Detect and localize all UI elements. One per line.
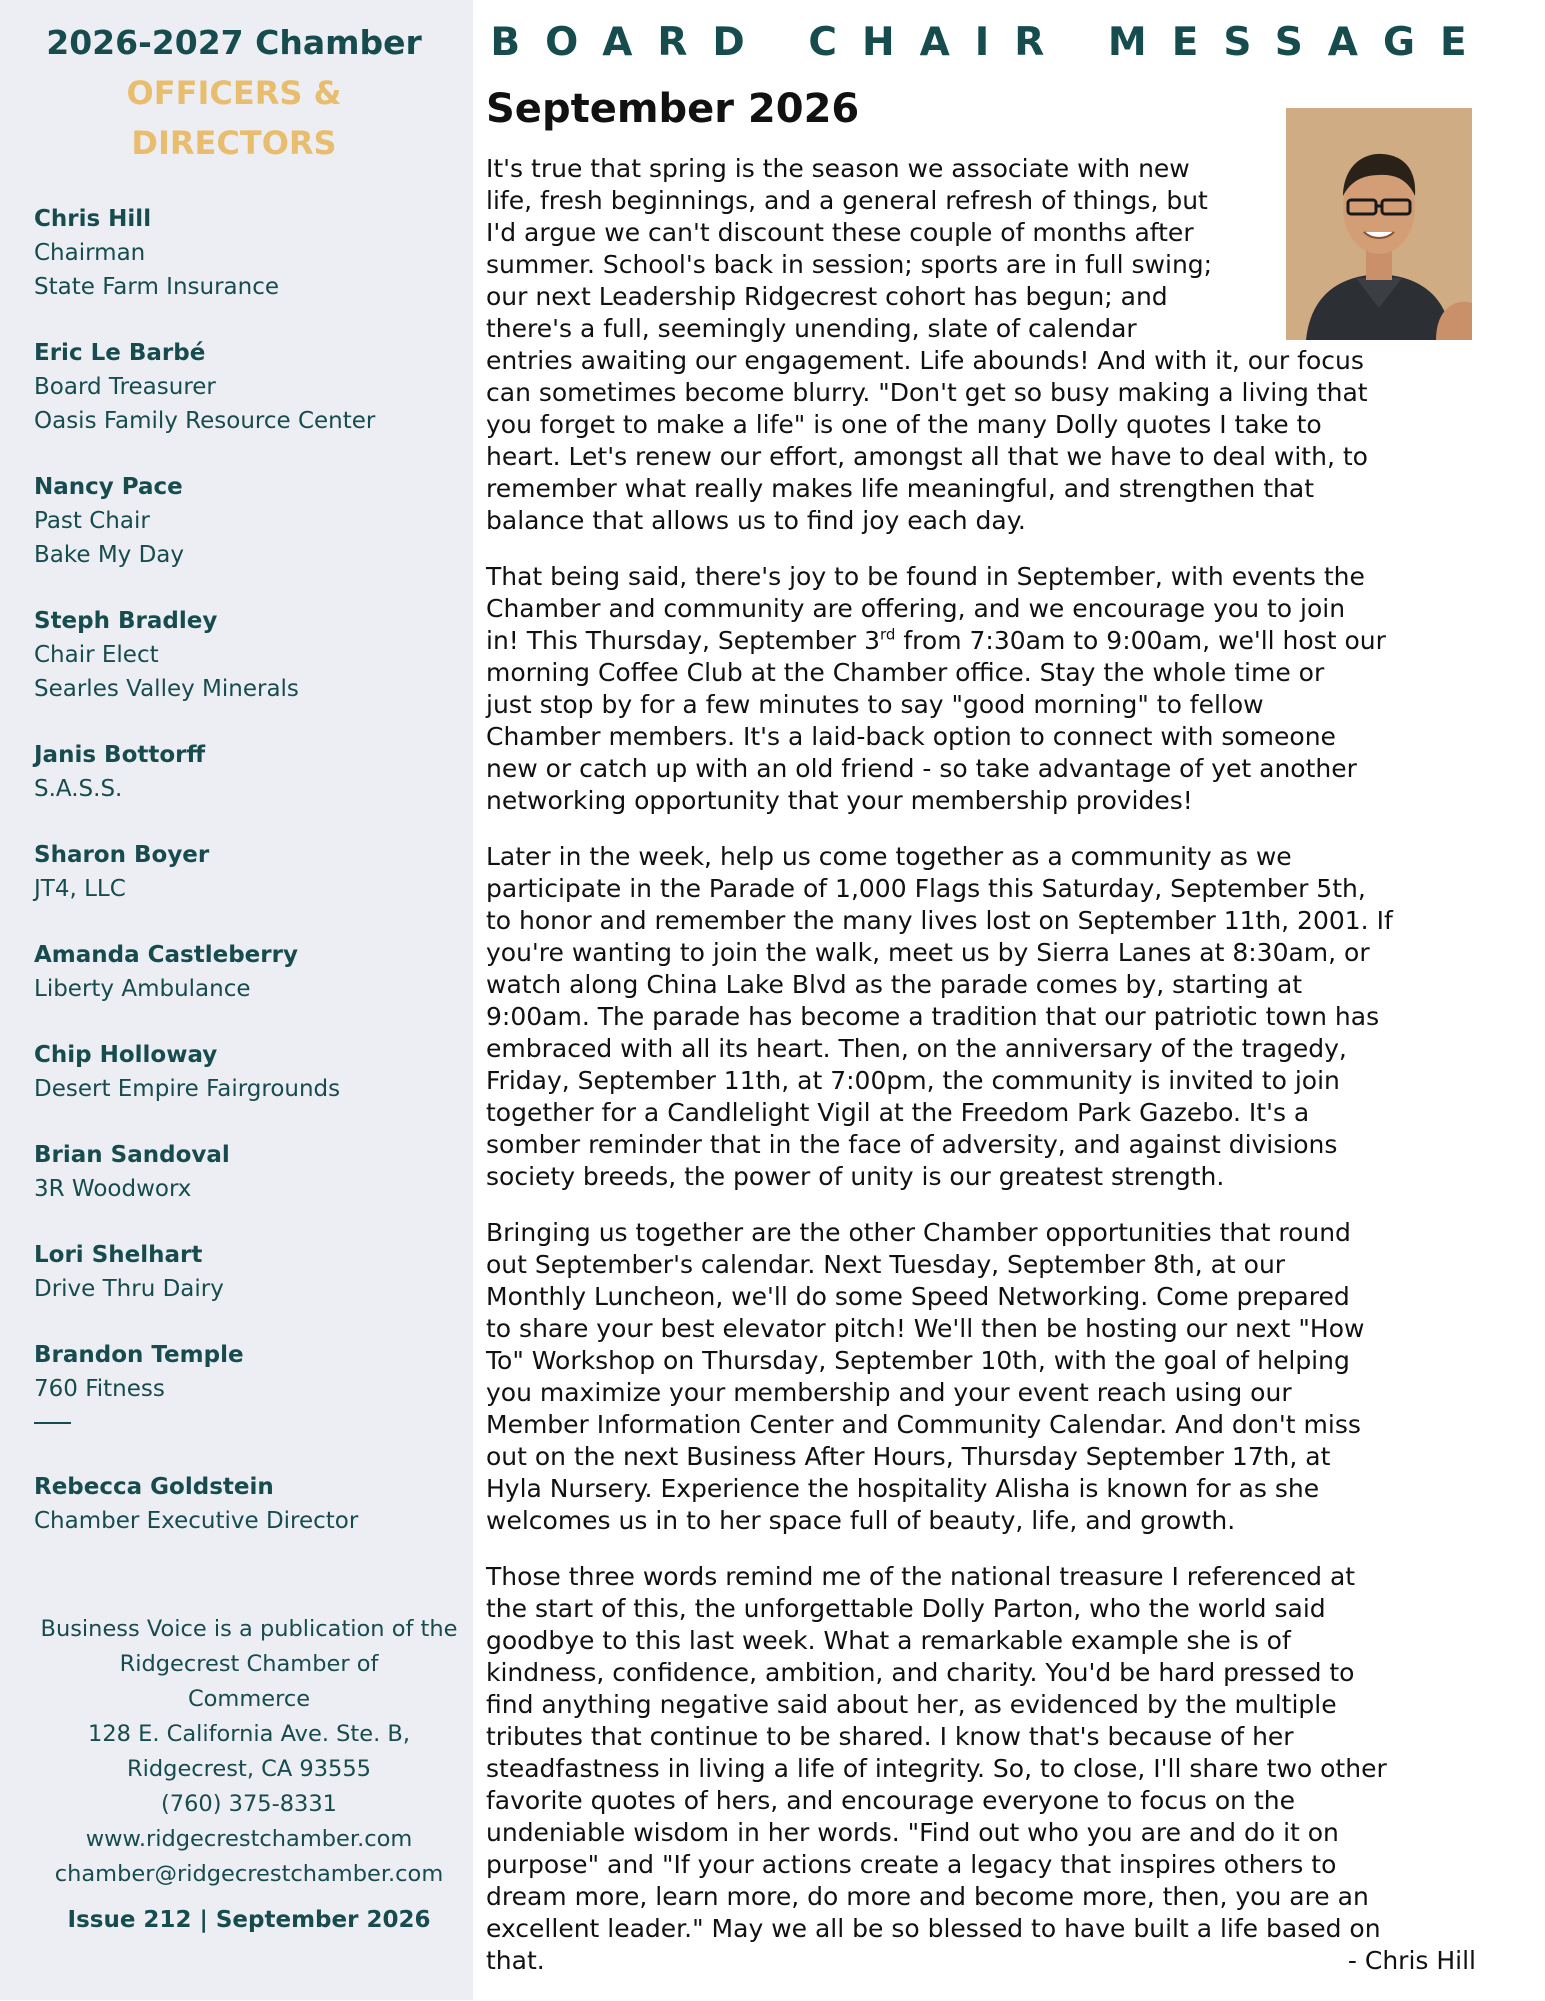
message-date: September 2026 [486, 86, 860, 132]
text-line: purpose" and "If your actions create a legacy that inspires others to [486, 1850, 1337, 1879]
publication-line: Business Voice is a publication of the [40, 1616, 458, 1642]
officer-org: Searles Valley Minerals [34, 676, 299, 702]
officer-name: Nancy Pace [34, 474, 183, 500]
text-line: Chamber members. It's a laid-back option to connect with someone [486, 722, 1336, 751]
officer-list [34, 202, 473, 1538]
text-line: there's a full, seemingly unending, slate of calendar [486, 314, 1137, 343]
text-line: Monthly Luncheon, we'll do some Speed Networking. Come prepared [486, 1282, 1350, 1311]
director-name: Brian Sandoval [34, 1142, 230, 1168]
paragraph [486, 841, 1476, 1193]
email-link[interactable]: chamber@ridgecrestchamber.com [54, 1861, 444, 1887]
publication-line: Commerce [187, 1686, 311, 1712]
sidebar-title [14, 18, 454, 168]
text-line: welcomes us in to her space full of beauty, life, and growth. [486, 1506, 1236, 1535]
address-city: Ridgecrest, CA 93555 [127, 1756, 371, 1782]
text-line: somber reminder that in the face of adversity, and against divisions [486, 1130, 1338, 1159]
text-line: remember what really makes life meaningful, and strengthen that [486, 474, 1314, 503]
phone-number: (760) 375-8331 [161, 1791, 337, 1817]
text-line: goodbye to this last week. What a remarkable example she is of [486, 1626, 1291, 1655]
officer-name: Eric Le Barbé [34, 340, 206, 366]
officer-entry [34, 604, 473, 706]
director-entry [34, 1138, 473, 1206]
publication-info [34, 1612, 464, 1892]
sidebar-title-line2: OFFICERS & [126, 74, 342, 112]
director-org: S.A.S.S. [34, 776, 123, 802]
text-fragment: that. [486, 1946, 545, 1975]
section-header: BOARD CHAIR MESSAGE [490, 20, 1492, 65]
text-line: networking opportunity that your membership provides! [486, 786, 1193, 815]
text-line: morning Coffee Club at the Chamber office. Stay the whole time or [486, 658, 1325, 687]
paragraph [486, 1217, 1476, 1537]
text-line: Bringing us together are the other Chamber opportunities that round [486, 1218, 1351, 1247]
text-line: new or catch up with an old friend - so take advantage of yet another [486, 754, 1357, 783]
text-line: the start of this, the unforgettable Dolly Parton, who the world said [486, 1594, 1326, 1623]
sidebar-title-line3: DIRECTORS [131, 124, 337, 162]
text-line: Chamber and community are offering, and we encourage you to join [486, 594, 1346, 623]
director-entry [34, 838, 473, 906]
officer-name: Steph Bradley [34, 608, 218, 634]
text-line: Hyla Nursery. Experience the hospitality Alisha is known for as she [486, 1474, 1320, 1503]
text-line: embraced with all its heart. Then, on the anniversary of the tragedy, [486, 1034, 1347, 1063]
text-line: participate in the Parade of 1,000 Flags this Saturday, September 5th, [486, 874, 1366, 903]
director-org: JT4, LLC [34, 876, 126, 902]
text-line: Member Information Center and Community Calendar. And don't miss [486, 1410, 1361, 1439]
director-name: Chip Holloway [34, 1042, 218, 1068]
director-name: Janis Bottorff [34, 742, 206, 768]
officer-org: State Farm Insurance [34, 274, 280, 300]
text-line: life, fresh beginnings, and a general refresh of things, but [486, 186, 1208, 215]
officer-role: Chairman [34, 240, 146, 266]
executive-title: Chamber Executive Director [34, 1508, 359, 1534]
ordinal-suffix: rd [879, 625, 896, 644]
text-line: Friday, September 11th, at 7:00pm, the community is invited to join [486, 1066, 1340, 1095]
text-line: That being said, there's joy to be found in September, with events the [486, 562, 1365, 591]
text-fragment: from 7:30am to 9:00am, we'll host our [895, 626, 1386, 655]
officers-sidebar [0, 0, 473, 2000]
director-name: Brandon Temple [34, 1342, 244, 1368]
text-fragment: in! This Thursday, September 3 [486, 626, 880, 655]
text-line [486, 1945, 1476, 1977]
text-line: watch along China Lake Blvd as the parade comes by, starting at [486, 970, 1303, 999]
text-line: steadfastness in living a life of integrity. So, to close, I'll share two other [486, 1754, 1387, 1783]
paragraph [486, 1561, 1476, 1977]
publication-line: Ridgecrest Chamber of [119, 1651, 379, 1677]
officer-org: Bake My Day [34, 542, 185, 568]
paragraph [486, 561, 1476, 817]
text-line: summer. School's back in session; sports are in full swing; [486, 250, 1213, 279]
text-line [486, 625, 1476, 657]
text-line: excellent leader." May we all be so blessed to have built a life based on [486, 1914, 1381, 1943]
text-line: together for a Candlelight Vigil at the Freedom Park Gazebo. It's a [486, 1098, 1310, 1127]
text-line: can sometimes become blurry. "Don't get so busy making a living that [486, 378, 1368, 407]
text-line: you're wanting to join the walk, meet us by Sierra Lanes at 8:30am, or [486, 938, 1370, 967]
director-org: 3R Woodworx [34, 1176, 192, 1202]
text-line: Those three words remind me of the national treasure I referenced at [486, 1562, 1356, 1591]
text-line: balance that allows us to find joy each day. [486, 506, 1026, 535]
message-body [486, 153, 1476, 2001]
director-org: 760 Fitness [34, 1376, 165, 1402]
text-line: 9:00am. The parade has become a tradition that our patriotic town has [486, 1002, 1380, 1031]
signature: - Chris Hill [1347, 1946, 1476, 1975]
text-line: I'd argue we can't discount these couple of months after [486, 218, 1194, 247]
officer-entry [34, 470, 473, 572]
text-line: Later in the week, help us come together as a community as we [486, 842, 1292, 871]
text-line: society breeds, the power of unity is our greatest strength. [486, 1162, 1225, 1191]
text-line: favorite quotes of hers, and encourage everyone to focus on the [486, 1786, 1295, 1815]
text-line: dream more, learn more, do more and become more, then, you are an [486, 1882, 1369, 1911]
officer-org: Oasis Family Resource Center [34, 408, 376, 434]
officer-role: Chair Elect [34, 642, 159, 668]
text-line: you forget to make a life" is one of the many Dolly quotes I take to [486, 410, 1322, 439]
director-entry [34, 738, 473, 806]
paragraph [486, 153, 1368, 537]
officer-name: Chris Hill [34, 206, 152, 232]
website-link[interactable]: www.ridgecrestchamber.com [85, 1826, 413, 1852]
officer-role: Past Chair [34, 508, 150, 534]
executive-entry [34, 1470, 473, 1538]
director-name: Lori Shelhart [34, 1242, 203, 1268]
officer-entry [34, 336, 473, 438]
director-org: Liberty Ambulance [34, 976, 251, 1002]
text-line: undeniable wisdom in her words. "Find out who you are and do it on [486, 1818, 1339, 1847]
director-entry [34, 1038, 473, 1106]
text-line: tributes that continue to be shared. I know that's because of her [486, 1722, 1294, 1751]
issue-label: Issue 212 | September 2026 [67, 1907, 431, 1933]
text-line: heart. Let's renew our effort, amongst all that we have to deal with, to [486, 442, 1368, 471]
text-line: To" Workshop on Thursday, September 10th, with the goal of helping [486, 1346, 1350, 1375]
text-line: to honor and remember the many lives lost on September 11th, 2001. If [486, 906, 1393, 935]
text-line: our next Leadership Ridgecrest cohort has begun; and [486, 282, 1168, 311]
director-org: Desert Empire Fairgrounds [34, 1076, 341, 1102]
officer-role: Board Treasurer [34, 374, 216, 400]
text-line: out on the next Business After Hours, Thursday September 17th, at [486, 1442, 1331, 1471]
sidebar-title-line1: 2026-2027 Chamber [46, 23, 422, 62]
text-line: It's true that spring is the season we associate with new [486, 154, 1190, 183]
divider [34, 1422, 71, 1424]
director-name: Sharon Boyer [34, 842, 210, 868]
address-line: 128 E. California Ave. Ste. B, [88, 1721, 410, 1747]
executive-name: Rebecca Goldstein [34, 1474, 274, 1500]
director-entry [34, 1238, 473, 1306]
text-line: to share your best elevator pitch! We'll then be hosting our next "How [486, 1314, 1365, 1343]
text-line: kindness, confidence, ambition, and charity. You'd be hard pressed to [486, 1658, 1355, 1687]
director-entry [34, 1338, 473, 1406]
officer-entry [34, 202, 473, 304]
text-line: you maximize your membership and your event reach using our [486, 1378, 1292, 1407]
director-entry [34, 938, 473, 1006]
text-line: find anything negative said about her, as evidenced by the multiple [486, 1690, 1337, 1719]
text-line: out September's calendar. Next Tuesday, September 8th, at our [486, 1250, 1286, 1279]
text-line: just stop by for a few minutes to say "good morning" to fellow [486, 690, 1264, 719]
director-name: Amanda Castleberry [34, 942, 298, 968]
text-line: entries awaiting our engagement. Life abounds! And with it, our focus [486, 346, 1364, 375]
director-org: Drive Thru Dairy [34, 1276, 224, 1302]
